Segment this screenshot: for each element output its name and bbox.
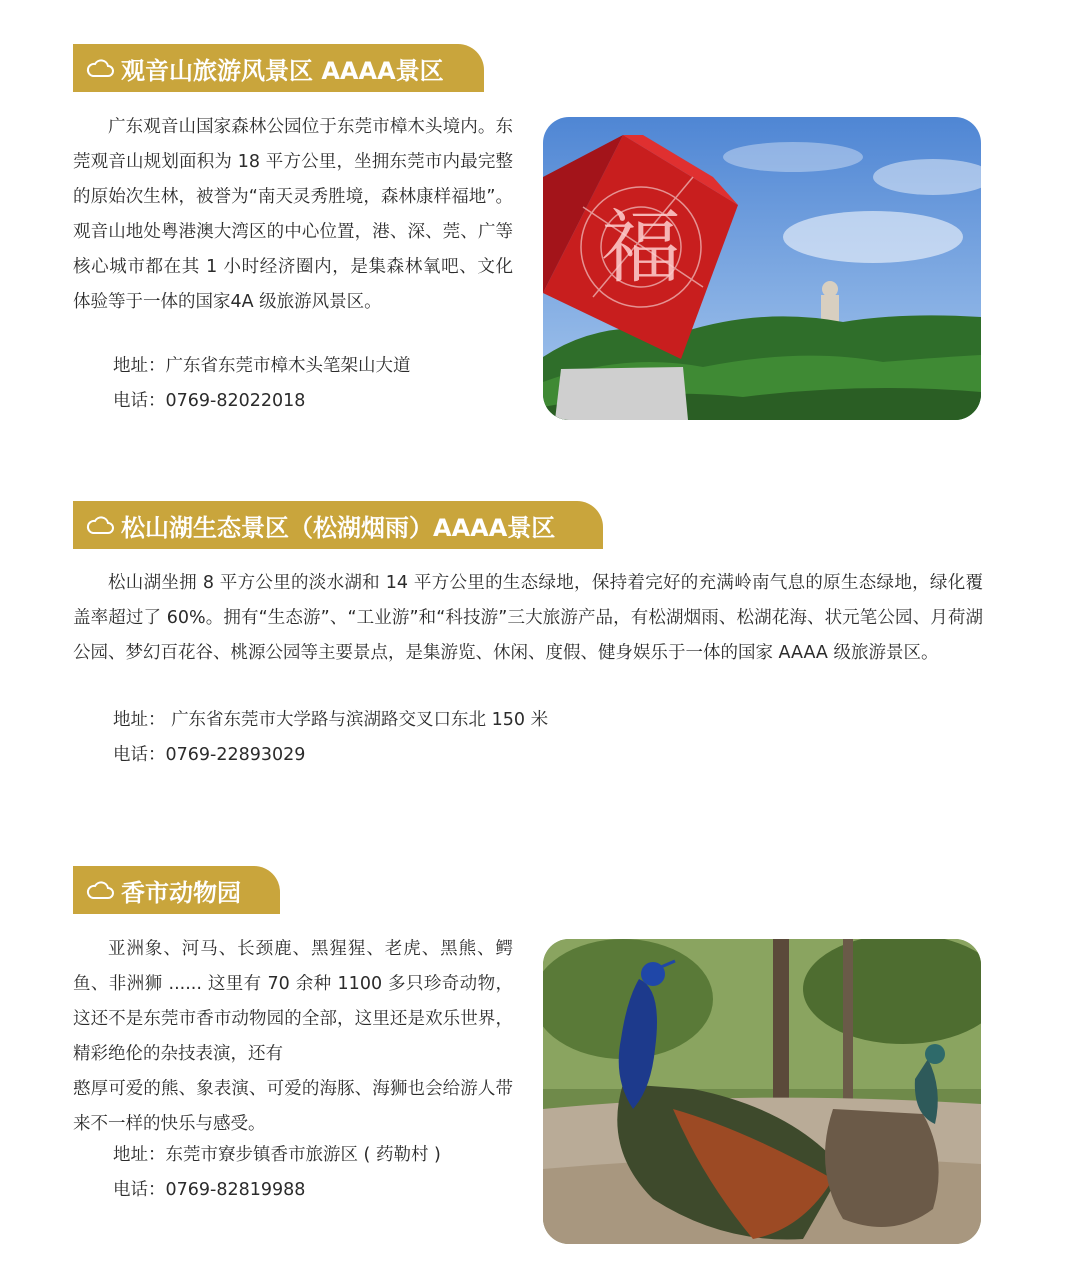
section-title-songshanhu xyxy=(73,501,603,549)
paragraph-text: 松山湖坐拥 8 平方公里的淡水湖和 14 平方公里的生态绿地，保持着完好的充满岭南气息的原生态绿地，绿化覆盖率超过了 60%。拥有“生态游”、“工业游”和“科技游”三大旅游产品，有松湖烟雨、松湖花海、状元笔公园、月荷湖公园、梦幻百花谷、桃源公园等主要景点，是集游览、休闲、度假、健身娱乐于一体的国家 AAAA 级旅游景区。 xyxy=(73,573,983,663)
section-paragraph-guanyinshan xyxy=(73,110,513,320)
peacocks-photo xyxy=(543,939,981,1244)
red-fu-cube-sculpture-with-guanyin-statue-photo xyxy=(543,117,981,420)
section-title-guanyinshan xyxy=(73,44,484,92)
section-paragraph-xiangshi-zoo xyxy=(73,932,513,1142)
cloud-icon xyxy=(85,57,115,79)
address-xiangshi-zoo: 地址：东莞市寮步镇香市旅游区 ( 药勒村 ) xyxy=(113,1145,441,1165)
phone-songshanhu: 电话：0769-22893029 xyxy=(113,745,306,765)
cloud-icon xyxy=(85,879,115,901)
phone-xiangshi-zoo: 电话：0769-82819988 xyxy=(113,1180,306,1200)
section-title-text: 观音山旅游风景区 AAAA景区 xyxy=(121,56,444,85)
paragraph-text: 憨厚可爱的熊、象表演、可爱的海豚、海狮也会给游人带来不一样的快乐与感受。 xyxy=(73,1079,513,1134)
phone-guanyinshan: 电话：0769-82022018 xyxy=(113,391,306,411)
section-paragraph-songshanhu xyxy=(73,566,983,671)
section-title-text: 松山湖生态景区（松湖烟雨）AAAA景区 xyxy=(121,513,556,542)
paragraph-text: 广东观音山国家森林公园位于东莞市樟木头境内。东莞观音山规划面积为 18 平方公里，坐拥东莞市内最完整的原始次生林，被誉为“南天灵秀胜境，森林康样福地”。观音山地处粤港澳大湾区的中心位置，港、深、莞、广等核心城市都在其 1 小时经济圈内，是集森林氧吧、文化体验等于一体的国家4A 级旅游风景区。 xyxy=(73,117,513,312)
address-guanyinshan: 地址：广东省东莞市樟木头笔架山大道 xyxy=(113,356,411,376)
cloud-icon xyxy=(85,514,115,536)
section-title-text: 香市动物园 xyxy=(121,878,241,907)
svg-text:福: 福 xyxy=(601,201,681,294)
section-title-xiangshi-zoo xyxy=(73,866,280,914)
address-songshanhu: 地址： 广东省东莞市大学路与滨湖路交叉口东北 150 米 xyxy=(113,710,549,730)
paragraph-text: 亚洲象、河马、长颈鹿、黑猩猩、老虎、黑熊、鳄鱼、非洲狮 ...... 这里有 70 余种 1100 多只珍奇动物，这还不是东莞市香市动物园的全部，这里还是欢乐世界，精彩绝伦的杂技表演，还有 xyxy=(73,939,513,1064)
